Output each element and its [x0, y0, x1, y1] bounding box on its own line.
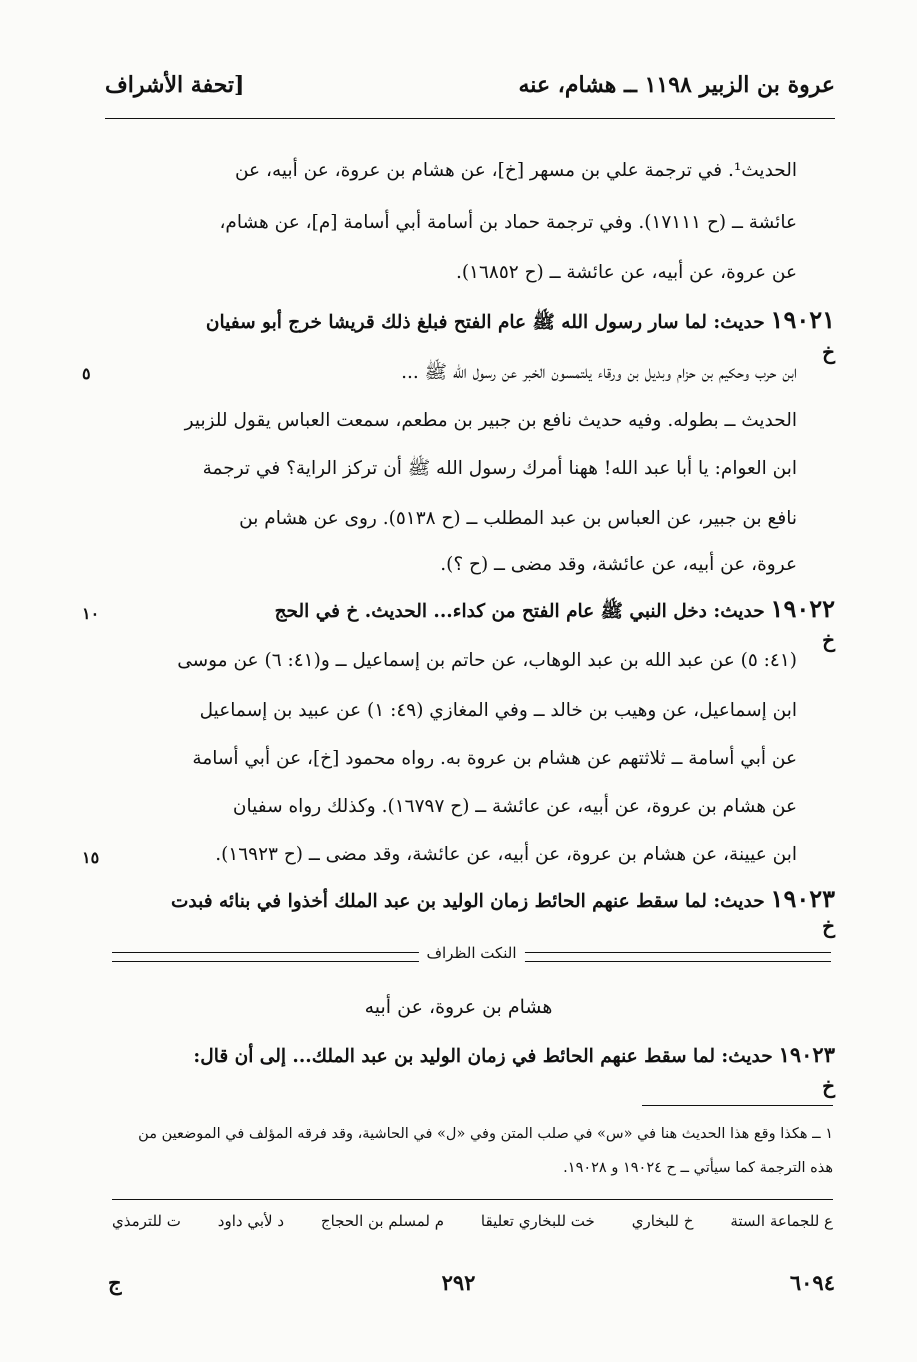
- hadith-number: ١٩٠٢٣: [770, 884, 835, 913]
- body-line: حديث: لما سقط عنهم الحائط زمان الوليد بن عبد الملك أخذوا في بنائه فبدت: [171, 891, 765, 912]
- body-line: عن عروة، عن أبيه، عن عائشة ــ (ح ١٦٨٥٢).: [455, 262, 797, 283]
- abbreviations-key: [112, 1212, 833, 1230]
- footnote-line: هذه الترجمة كما سيأتي ــ ح ١٩٠٢٤ و ١٩٠٢٨.: [563, 1160, 833, 1176]
- running-header: [105, 72, 835, 112]
- header-rule: [105, 118, 835, 119]
- body-line: عائشة ــ (ح ١٧١١١). وفي ترجمة حماد بن أسامة أبي أسامة [م]، عن هشام،: [219, 212, 797, 233]
- margin-source-mark: خ: [822, 340, 835, 364]
- body-line: الحديث ــ بطوله. وفيه حديث نافع بن جبير بن مطعم، سمعت العباس يقول للزبير: [184, 410, 797, 431]
- section-separator: [112, 946, 831, 968]
- volume-mark: ج: [108, 1270, 122, 1295]
- abbreviation: خت للبخاري تعليقا: [480, 1212, 595, 1230]
- abbreviation: ت للترمذي: [112, 1212, 181, 1230]
- body-line: ابن حرب وحكيم بن حزام وبديل بن ورقاء يلتمسون الخبر عن رسول الله ﷺ ...: [401, 362, 797, 383]
- body-line: ابن إسماعيل، عن وهيب بن خالد ــ وفي المغازي (٤٩: ١) عن عبيد بن إسماعيل: [199, 700, 797, 721]
- footnote-rule: [642, 1105, 833, 1106]
- nukat-text: حديث: لما سقط عنهم الحائط في زمان الوليد بن عبد الملك... إلى أن قال:: [193, 1046, 773, 1067]
- hadith-entry-19022: [275, 594, 835, 627]
- abbreviation: ع للجماعة الستة: [730, 1212, 833, 1230]
- body-line: (٤١: ٥) عن عبد الله بن عبد الوهاب، عن حاتم بن إسماعيل ــ و(٤١: ٦) عن موسى: [177, 650, 797, 671]
- hadith-entry-19023: [171, 884, 835, 913]
- hadith-number: ١٩٠٢٣: [778, 1042, 835, 1067]
- body-line: حديث: لما سار رسول الله ﷺ عام الفتح فبلغ ذلك قريشا خرج أبو سفيان: [205, 312, 765, 333]
- sequence-number: ٦٠٩٤: [789, 1270, 835, 1295]
- body-line: عن هشام بن عروة، عن أبيه، عن عائشة ــ (ح ١٦٧٩٧). وكذلك رواه سفيان: [232, 796, 797, 817]
- section-heading: هشام بن عروة، عن أبيه: [364, 996, 553, 1018]
- footnote-line: ١ ــ هكذا وقع هذا الحديث هنا في «س» في صلب المتن وفي «ل» في الحاشية، وقد فرقه المؤلف في الموضعين من: [138, 1126, 833, 1142]
- header-title: عروة بن الزبير ١١٩٨ ــ هشام، عنه: [518, 72, 835, 98]
- body-line: نافع بن جبير، عن العباس بن عبد المطلب ــ (ح ٥١٣٨). روى عن هشام بن: [239, 508, 797, 529]
- body-line: عروة، عن أبيه، عن عائشة، وقد مضى ــ (ح ؟).: [440, 554, 797, 575]
- separator-label: النكت الظراف: [418, 944, 524, 962]
- hadith-number: ١٩٠٢١: [770, 305, 835, 334]
- line-number: ١٠: [82, 604, 100, 623]
- nukat-entry: [193, 1042, 835, 1067]
- hadith-number: ١٩٠٢٢: [770, 594, 835, 623]
- body-line: ابن العوام: يا أبا عبد الله! ههنا أمرك رسول الله ﷺ أن تركز الراية؟ في ترجمة: [202, 458, 797, 479]
- body-line: حديث: دخل النبي ﷺ عام الفتح من كداء... الحديث. خ في الحج: [274, 601, 765, 622]
- margin-source-mark: خ: [822, 628, 835, 652]
- abbreviation: خ للبخاري: [631, 1212, 694, 1230]
- body-line: الحديث¹. في ترجمة علي بن مسهر [خ]، عن هشام بن عروة، عن أبيه، عن: [234, 160, 797, 181]
- body-line: ابن عيينة، عن هشام بن عروة، عن أبيه، عن عائشة، وقد مضى ــ (ح ١٦٩٢٣).: [215, 844, 797, 865]
- abbreviation: م لمسلم بن الحجاج: [320, 1212, 445, 1230]
- margin-source-mark: خ: [822, 1074, 835, 1098]
- abbreviation: د لأبي داود: [217, 1212, 284, 1230]
- line-number: ١٥: [82, 848, 100, 867]
- hadith-entry-19021: [206, 305, 835, 338]
- margin-source-mark: خ: [822, 914, 835, 938]
- line-number: ٥: [82, 364, 91, 383]
- body-line: عن أبي أسامة ــ ثلاثتهم عن هشام بن عروة به. رواه محمود [خ]، عن أبي أسامة: [192, 748, 797, 769]
- page-number: ٢٩٢: [441, 1270, 476, 1295]
- abbreviations-rule: [112, 1199, 833, 1200]
- header-book-title: [تحفة الأشراف: [105, 72, 245, 98]
